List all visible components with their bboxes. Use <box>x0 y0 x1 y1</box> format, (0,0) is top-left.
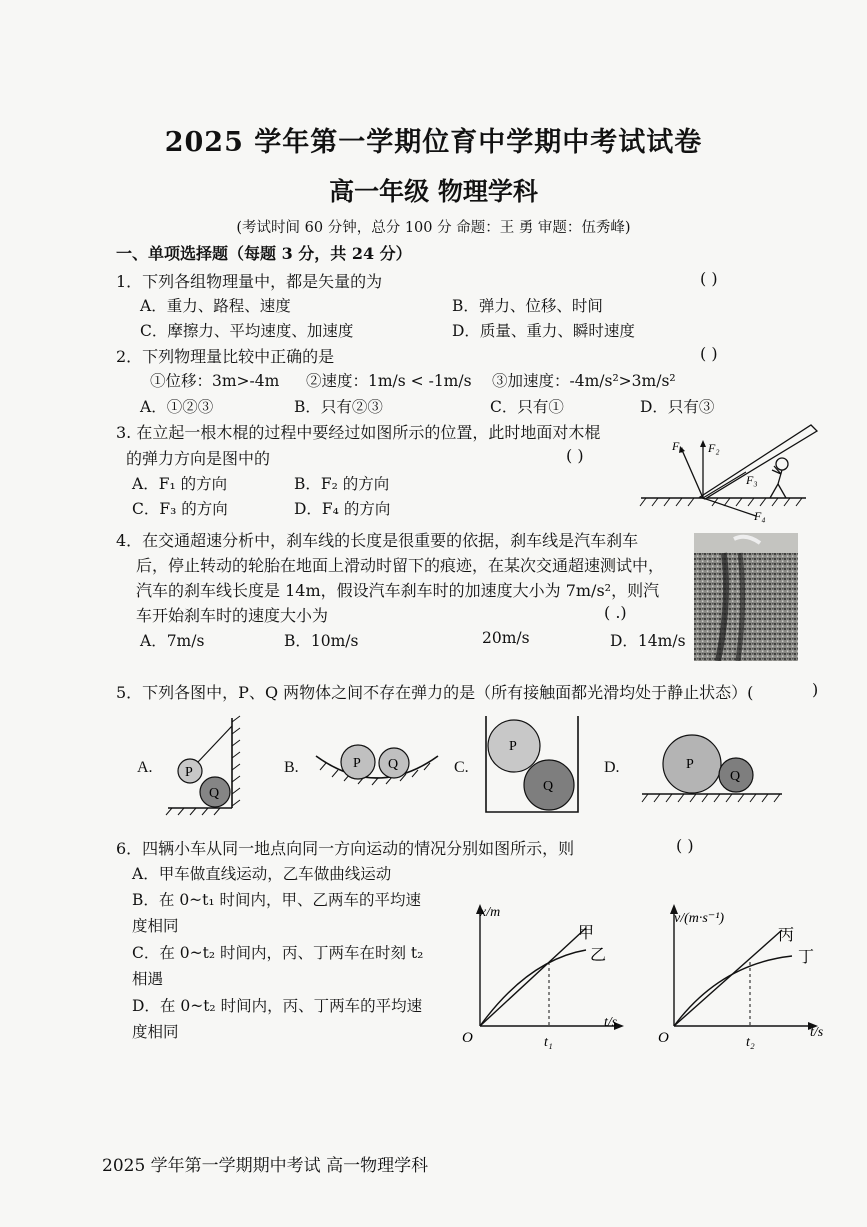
q6-graph1-tick: t₁ <box>544 1035 553 1050</box>
q1-option-d: D．质量、重力、瞬时速度 <box>452 322 635 340</box>
q2-option-c: C．只有① <box>490 398 564 416</box>
q1-answer-paren: ( ) <box>700 269 718 288</box>
q6-graph-v-t <box>654 898 834 1054</box>
q4-option-d: D．14m/s <box>610 632 686 650</box>
exam-subtitle: 高一年级 物理学科 <box>329 177 538 206</box>
q6-graph2-line1: 丙 <box>778 927 795 944</box>
q6-graph1-line1: 甲 <box>578 925 595 942</box>
q5-diagram-a <box>160 712 254 816</box>
q3-label-f4: F₄ <box>754 509 766 523</box>
q2-statement-3: ③加速度：-4m/s²>3m/s² <box>492 372 676 390</box>
q2-option-a: A．①②③ <box>140 398 214 416</box>
q5c-label-q: Q <box>543 779 554 794</box>
q2-option-d: D．只有③ <box>640 398 715 416</box>
q5a-label-p: P <box>185 765 193 780</box>
q6-graph2-ylabel: v/(m·s⁻¹) <box>674 911 725 926</box>
q4-answer-paren: ( .) <box>604 603 627 622</box>
q4-stem-line1: 4．在交通超速分析中，刹车线的长度是很重要的依据，刹车线是汽车刹车 <box>116 531 639 550</box>
q4-option-c: 20m/s <box>482 629 530 647</box>
q5b-label-p: P <box>353 756 361 771</box>
q5b-label-q: Q <box>388 757 399 772</box>
q1-option-b: B．弹力、位移、时间 <box>452 297 603 315</box>
q5-answer-paren: ) <box>812 680 819 699</box>
q2-answer-paren: ( ) <box>700 344 718 363</box>
q5-diagram-b <box>312 730 442 790</box>
q3-stem-line2: 的弹力方向是图中的 <box>126 449 271 468</box>
q4-skid-mark-photo <box>694 533 798 661</box>
q6-option-d-line1: D．在 0~t₂ 时间内，丙、丁两车的平均速 <box>132 997 423 1015</box>
q3-label-f3: F₃ <box>746 473 758 487</box>
q4-option-a: A．7m/s <box>140 632 205 650</box>
q6-stem: 6．四辆小车从同一地点向同一方向运动的情况分别如图所示，则 <box>116 839 575 858</box>
q6-option-b-line2: 度相同 <box>132 917 179 935</box>
q1-option-c: C．摩擦力、平均速度、加速度 <box>140 322 354 340</box>
q5a-label-q: Q <box>209 786 220 801</box>
q3-answer-paren: ( ) <box>566 446 584 465</box>
q3-option-a: A．F₁ 的方向 <box>132 475 228 493</box>
q6-option-c-line1: C．在 0~t₂ 时间内，丙、丁两车在时刻 t₂ <box>132 944 424 962</box>
q6-graph1-ylabel: x/m <box>480 905 501 920</box>
q4-stem-line4: 车开始刹车时的速度大小为 <box>136 606 329 625</box>
q5-diagram-c <box>480 712 584 816</box>
q2-option-b: B．只有②③ <box>294 398 383 416</box>
q6-graph2-line2: 丁 <box>798 949 815 966</box>
q5d-label-q: Q <box>730 769 741 784</box>
q5-label-a: A. <box>137 759 153 776</box>
q5d-label-p: P <box>686 757 694 772</box>
q6-graph2-origin: O <box>658 1030 669 1046</box>
page-footer: 2025 学年第一学期期中考试 高一物理学科 <box>102 1156 429 1176</box>
q3-stick-figure <box>636 420 822 525</box>
q6-option-c-line2: 相遇 <box>132 970 164 988</box>
q1-option-a: A．重力、路程、速度 <box>140 297 291 315</box>
q2-statement-1: ①位移：3m>-4m <box>150 372 280 390</box>
q3-option-c: C．F₃ 的方向 <box>132 500 228 518</box>
q3-label-f1: F₁ <box>672 439 684 453</box>
q6-graph1-line2: 乙 <box>590 947 607 964</box>
q6-answer-paren: ( ) <box>676 836 694 855</box>
q6-graph1-xlabel: t/s <box>604 1015 618 1030</box>
q4-stem-line3: 汽车的刹车线长度是 14m，假设汽车刹车时的加速度大小为 7m/s²，则汽 <box>136 581 660 600</box>
q5-label-b: B. <box>284 759 299 776</box>
q6-option-a: A．甲车做直线运动，乙车做曲线运动 <box>132 865 392 883</box>
q5-stem: 5．下列各图中，P、Q 两物体之间不存在弹力的是（所有接触面都光滑均处于静止状态）( <box>116 683 754 702</box>
exam-meta: (考试时间 60 分钟，总分 100 分 命题：王 勇 审题：伍秀峰) <box>236 220 631 236</box>
q4-option-b: B．10m/s <box>284 632 359 650</box>
q2-stem: 2．下列物理量比较中正确的是 <box>116 347 335 366</box>
q6-graph2-tick: t₂ <box>746 1035 755 1050</box>
q6-graph1-origin: O <box>462 1030 473 1046</box>
q3-stem-line1: 3. 在立起一根木棍的过程中要经过如图所示的位置，此时地面对木棍 <box>116 423 601 442</box>
q6-graph-x-t <box>458 898 634 1054</box>
q3-option-b: B．F₂ 的方向 <box>294 475 390 493</box>
q2-statement-2: ②速度：1m/s < -1m/s <box>306 372 472 390</box>
q3-option-d: D．F₄ 的方向 <box>294 500 391 518</box>
q6-graph2-xlabel: t/s <box>810 1025 824 1040</box>
q5-diagram-d <box>640 728 784 806</box>
q3-label-f2: F₂ <box>708 441 720 455</box>
q5-label-d: D. <box>604 759 620 776</box>
exam-title: 2025 学年第一学期位育中学期中考试试卷 <box>164 127 703 158</box>
q4-stem-line2: 后，停止转动的轮胎在地面上滑动时留下的痕迹，在某次交通超速测试中， <box>136 556 665 575</box>
q6-option-b-line1: B．在 0~t₁ 时间内，甲、乙两车的平均速 <box>132 891 422 909</box>
q5-label-c: C. <box>454 759 469 776</box>
q1-stem: 1．下列各组物理量中，都是矢量的为 <box>116 272 383 291</box>
q5c-label-p: P <box>509 739 517 754</box>
section-title: 一、单项选择题（每题 3 分，共 24 分） <box>116 244 412 263</box>
q6-option-d-line2: 度相同 <box>132 1023 179 1041</box>
